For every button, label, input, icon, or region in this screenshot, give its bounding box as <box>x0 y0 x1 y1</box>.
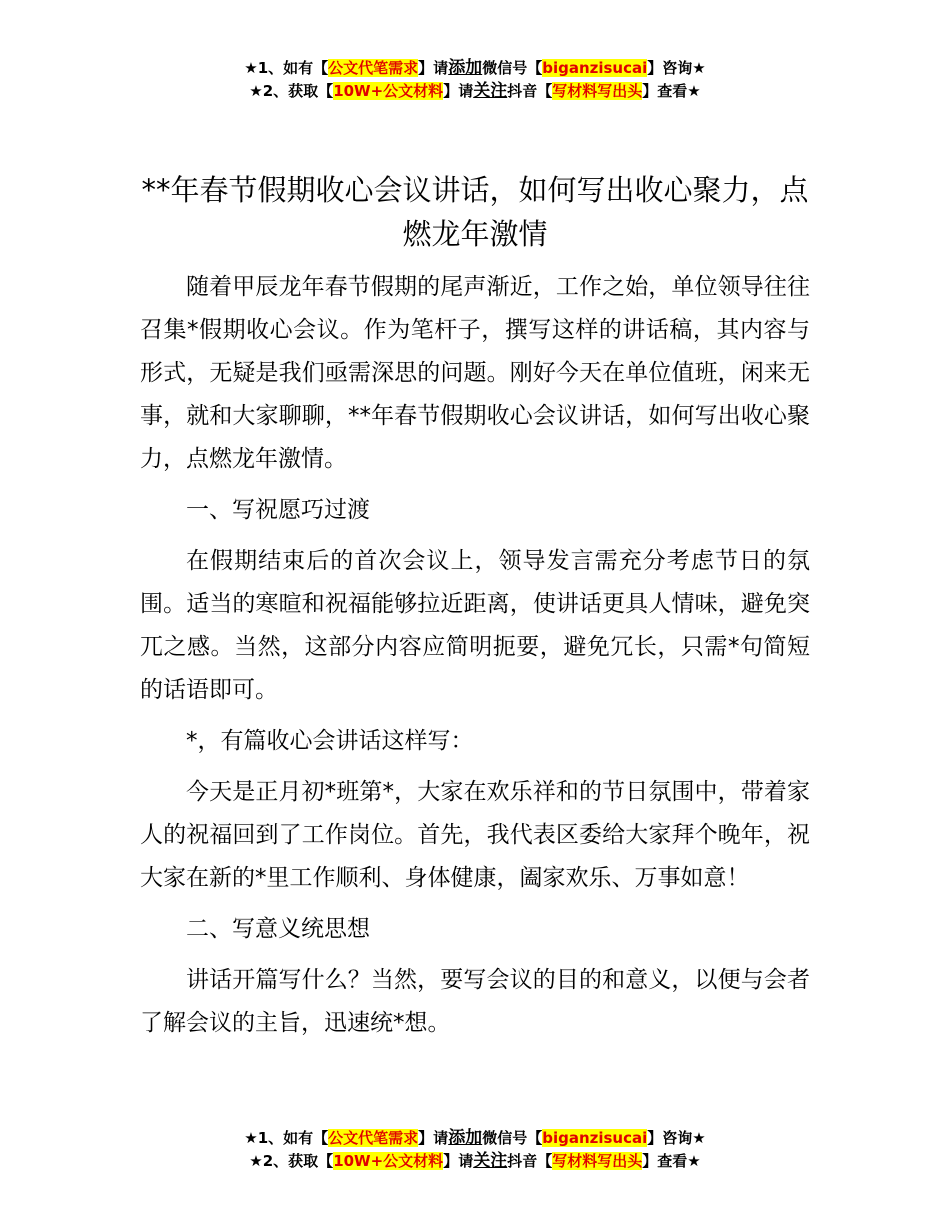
section-heading-1: 一、写祝愿巧过渡 <box>186 497 370 523</box>
document-title: **年春节假期收心会议讲话，如何写出收心聚力，点燃龙年激情 <box>141 173 809 251</box>
paragraph-quote: 今天是正月初*班第*，大家在欢乐祥和的节日氛围中，带着家人的祝福回到了工作岗位。首先，我代表区委给大家拜个晚年，祝大家在新的*里工作顺利、身体健康，阖家欢乐、万事如意！ <box>140 779 810 891</box>
banner-line-2: ★2、获取【10W+公文材料】请关注抖音【写材料写出头】查看★ <box>249 1151 701 1171</box>
section-heading-2: 二、写意义统思想 <box>186 916 370 942</box>
highlight-writing-service: 公文代笔需求 <box>328 59 419 77</box>
highlight-douyin-account: 写材料写出头 <box>552 82 643 100</box>
paragraph-intro: 随着甲辰龙年春节假期的尾声渐近，工作之始，单位领导往往召集*假期收心会议。作为笔杆子，撰写这样的讲话稿，其内容与形式，无疑是我们亟需深思的问题。刚好今天在单位值班，闲来无事，就和大家聊聊，**年春节假期收心会议讲话，如何写出收心聚力，点燃龙年激情。 <box>140 274 810 472</box>
highlight-douyin-account: 写材料写出头 <box>552 1152 643 1170</box>
paragraph: 在假期结束后的首次会议上，领导发言需充分考虑节日的氛围。适当的寒暄和祝福能够拉近距离，使讲话更具人情味，避免突兀之感。当然，这部分内容应简明扼要，避免冗长，只需*句简短的话语即可。 <box>140 548 810 703</box>
header-banner <box>0 57 950 103</box>
banner-line-2: ★2、获取【10W+公文材料】请关注抖音【写材料写出头】查看★ <box>249 81 701 101</box>
paragraph: *，有篇收心会讲话这样写： <box>186 728 474 754</box>
document-body <box>140 266 810 1053</box>
highlight-wechat-id: biganzisucai <box>542 59 648 77</box>
highlight-materials: 10W+公文材料 <box>333 1152 444 1170</box>
highlight-writing-service: 公文代笔需求 <box>328 1129 419 1147</box>
banner-line-1: ★1、如有【公文代笔需求】请添加微信号【biganzisucai】咨询★ <box>244 1128 706 1148</box>
paragraph: 讲话开篇写什么？当然，要写会议的目的和意义，以便与会者了解会议的主旨，迅速统*想。 <box>140 967 810 1036</box>
highlight-materials: 10W+公文材料 <box>333 82 444 100</box>
banner-line-1: ★1、如有【公文代笔需求】请添加微信号【biganzisucai】咨询★ <box>244 58 706 78</box>
highlight-wechat-id: biganzisucai <box>542 1129 648 1147</box>
footer-banner <box>0 1127 950 1173</box>
